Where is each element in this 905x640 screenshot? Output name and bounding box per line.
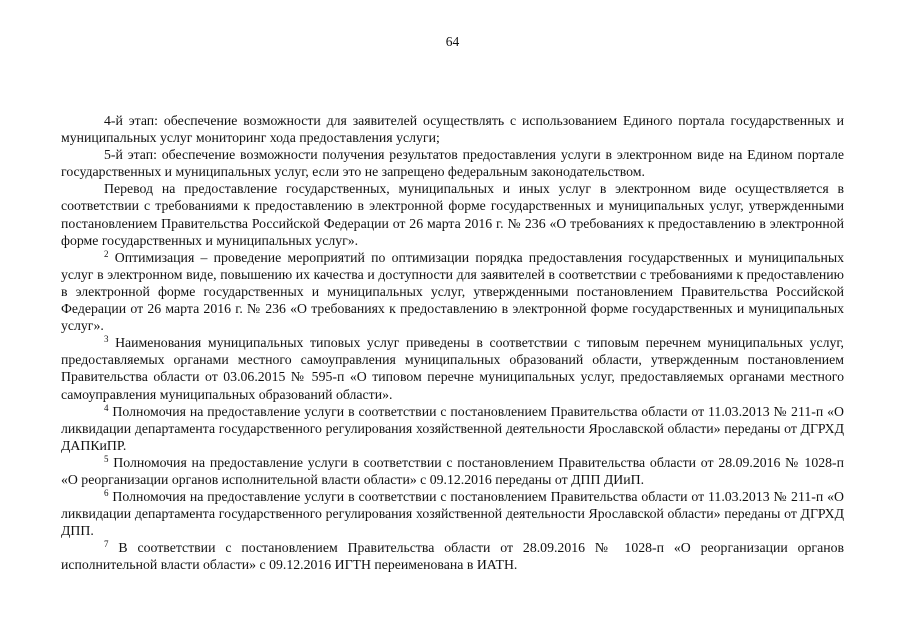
footnote-3 (61, 334, 844, 402)
footnote-marker: 6 (104, 488, 109, 499)
paragraph-text: Перевод на предоставление государственных, муниципальных и иных услуг в электронном виде осуществляется в соответствии с требованиями к предоставлению в электронной форме государственных и муниципальных услуг, утвержденными постановлением Правительства Российской Федерации от 26 марта 2016 г. № 236 «О требованиях к предоставлению в электронной форме государственных и муниципальных услуг». (61, 181, 844, 248)
footnote-marker: 7 (104, 539, 109, 550)
footnote-5 (61, 454, 844, 488)
footnote-marker: 5 (104, 453, 109, 464)
footnote-6 (61, 488, 844, 539)
footnote-text: Полномочия на предоставление услуги в соответствии с постановлением Правительства области от 11.03.2013 № 211-п «О ликвидации департамента государственного регулирования хозяйственной деятельности Ярославской области» переданы от ДГРХД ДПП. (61, 489, 844, 539)
paragraph-stage-4 (61, 112, 844, 146)
footnote-text: Полномочия на предоставление услуги в соответствии с постановлением Правительства области от 11.03.2013 № 211-п «О ликвидации департамента государственного регулирования хозяйственной деятельности Ярославской области» переданы от ДГРХД ДАПКиПР. (61, 403, 844, 453)
footnote-7 (61, 539, 844, 573)
paragraph-text: 5-й этап: обеспечение возможности получения результатов предоставления услуги в электронном виде на Едином портале государственных и муниципальных услуг, если это не запрещено федеральным законодательством. (61, 147, 844, 180)
footnote-text: Оптимизация – проведение мероприятий по оптимизации порядка предоставления государственных и муниципальных услуг в электронном виде, повышению их качества и доступности для заявителей в соответствии с требованиями к предоставлению в электронной форме государственных и муниципальных услуг, утвержденными постановлением Правительства Российской Федерации от 26 марта 2016 г. № 236 «О требованиях к предоставлению в электронной форме государственных и муниципальных услуг». (61, 249, 844, 334)
paragraph-stage-5 (61, 146, 844, 180)
document-body (61, 112, 844, 574)
footnote-text: Полномочия на предоставление услуги в соответствии с постановлением Правительства области от 28.09.2016 № 1028-п «О реорганизации органов исполнительной власти области» с 09.12.2016 переданы от ДПП ДИиП. (61, 454, 844, 487)
footnote-2 (61, 249, 844, 334)
footnote-text: В соответствии с постановлением Правительства области от 28.09.2016 № 1028-п «О реорганизации органов исполнительной власти области» с 09.12.2016 ИГТН переименована в ИАТН. (61, 540, 844, 573)
footnote-marker: 3 (104, 334, 109, 345)
footnote-marker: 4 (104, 402, 109, 413)
footnote-text: Наименования муниципальных типовых услуг приведены в соответствии с типовым перечнем муниципальных услуг, предоставляемых органами местного самоуправления муниципальных образований области, утвержденным постановлением Правительства области от 03.06.2015 № 595-п «О типовом перечне муниципальных услуг, предоставляемых органами местного самоуправления муниципальных образований области». (61, 335, 844, 402)
page-number: 64 (445, 34, 460, 49)
paragraph-text: 4-й этап: обеспечение возможности для заявителей осуществлять с использованием Единого портала государственных и муниципальных услуг мониторинг хода предоставления услуги; (61, 113, 844, 146)
footnote-4 (61, 403, 844, 454)
paragraph-transition (61, 180, 844, 248)
footnote-marker: 2 (104, 248, 109, 259)
